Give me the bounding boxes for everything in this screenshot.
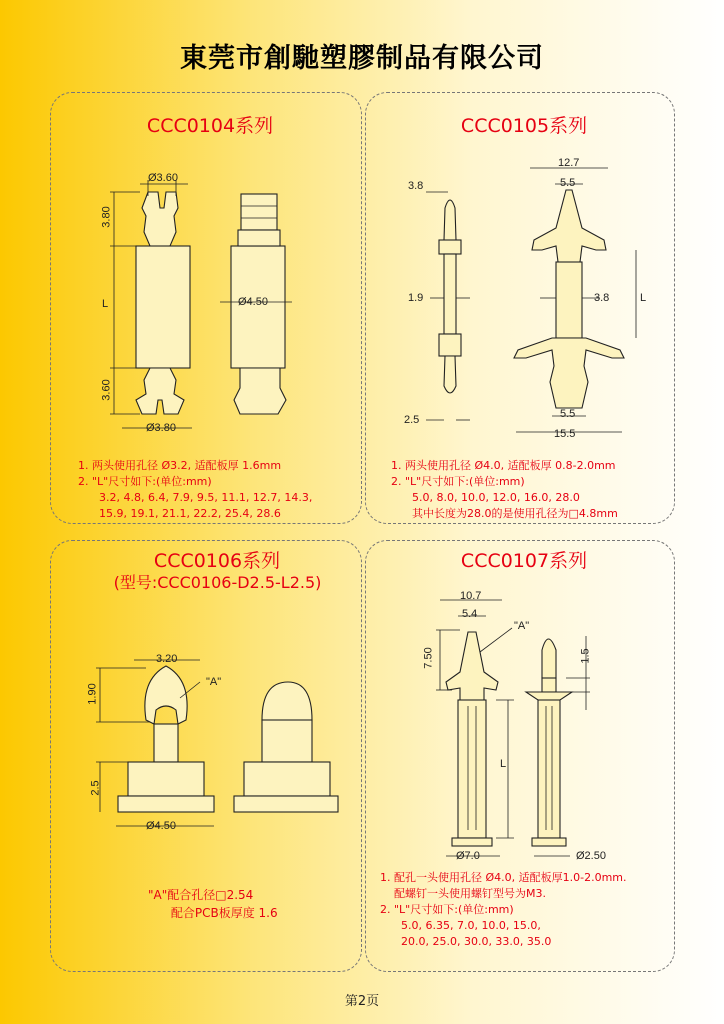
ccc0107-front-view [526, 639, 572, 846]
ccc0107-A-label: "A" [514, 620, 530, 632]
ccc0107-L: L [500, 758, 507, 770]
ccc0105-side-view [439, 200, 461, 393]
ccc0105-w55top: 5.5 [560, 177, 576, 189]
ccc0104-top-dia: Ø3.60 [148, 172, 178, 184]
ccc0107-w54: 5.4 [462, 608, 478, 620]
ccc0104-mid-dia: Ø4.50 [238, 296, 268, 308]
ccc0105-w38: 3.8 [594, 292, 610, 304]
ccc0104-bottom-dia: Ø3.80 [146, 422, 176, 434]
ccc0107-side-view [446, 632, 498, 846]
ccc0105-w25: 2.5 [404, 414, 420, 426]
ccc0104-title: CCC0104系列 [146, 115, 274, 137]
ccc0106-title: CCC0106系列 [153, 550, 281, 572]
page-number: 第2页 [344, 994, 380, 1009]
ccc0105-h38: 3.8 [408, 180, 424, 192]
ccc0106-w320: 3.20 [156, 653, 178, 665]
ccc0107-notes: 1. 配孔一头使用孔径 Ø4.0, 适配板厚1.0-2.0mm. 配螺钉一头使用螺钉型号为M3. 2. "L"尺寸如下:(单位:mm) 5.0, 6.35, 7.0, 10.0, 15.0, 20.0, 25.0, 30.0, 33.0, 35.0 [380, 871, 627, 948]
ccc0107-d70: Ø7.0 [456, 850, 480, 862]
ccc0105-w19: 1.9 [408, 292, 424, 304]
ccc0107-h750: 7.50 [422, 647, 435, 669]
ccc0105-title: CCC0105系列 [460, 115, 588, 137]
ccc0106-h190: 1.90 [86, 683, 99, 705]
ccc0107-title: CCC0107系列 [460, 550, 588, 572]
ccc0106-subtitle: (型号:CCC0106-D2.5-L2.5) [113, 573, 322, 592]
ccc0107-d250: Ø2.50 [576, 850, 606, 862]
ccc0105-L: L [640, 292, 647, 304]
ccc0104-side-view [136, 192, 190, 414]
ccc0106-front-view [234, 682, 338, 812]
ccc0106-A-label: "A" [206, 676, 222, 688]
ccc0104-L: L [102, 298, 109, 310]
ccc0106-d450: Ø4.50 [146, 820, 176, 832]
ccc0106-side-view [118, 666, 214, 812]
company-title: 東莞市創馳塑膠制品有限公司 [180, 43, 544, 74]
ccc0107-h15: 1.5 [579, 648, 592, 664]
ccc0104-notes: 1. 两头使用孔径 Ø3.2, 适配板厚 1.6mm 2. "L"尺寸如下:(单位:mm) 3.2, 4.8, 6.4, 7.9, 9.5, 11.1, 12.7, 14.3, 15.9, 19.1, 21.1, 22.2, 25.4, 28.6 [78, 459, 313, 520]
ccc0105-w155: 15.5 [554, 428, 576, 440]
ccc0107-w107: 10.7 [460, 590, 482, 602]
ccc0104-bottom-h: 3.60 [100, 379, 113, 401]
ccc0106-notes: "A"配合孔径□2.54 配合PCB板厚度 1.6 [148, 888, 278, 920]
ccc0106-h25: 2.5 [89, 780, 102, 796]
ccc0105-notes: 1. 两头使用孔径 Ø4.0, 适配板厚 0.8-2.0mm 2. "L"尺寸如下:(单位:mm) 5.0, 8.0, 10.0, 12.0, 16.0, 28.0 其中长度为28.0的是使用孔径为□4.8mm [391, 459, 618, 520]
ccc0104-top-h: 3.80 [100, 206, 113, 228]
ccc0105-w127: 12.7 [558, 157, 580, 169]
ccc0105-w55bot: 5.5 [560, 408, 576, 420]
